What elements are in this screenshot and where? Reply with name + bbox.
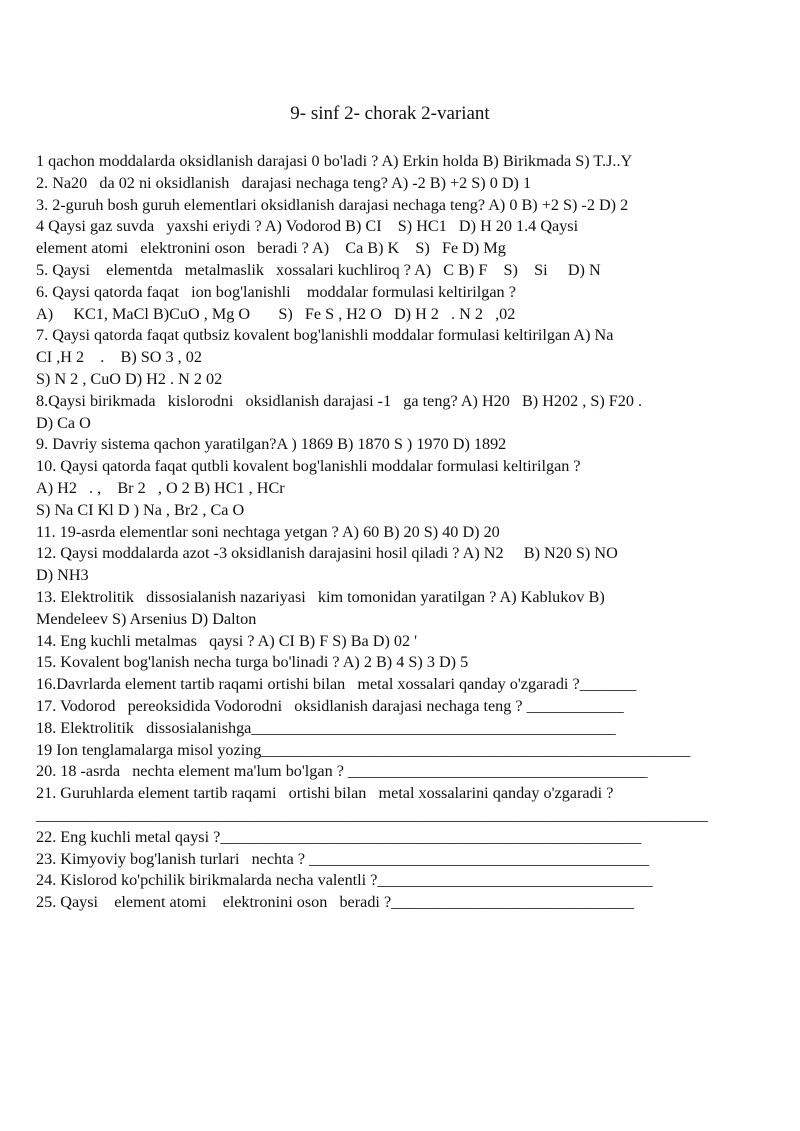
text-line: 10. Qaysi qatorda faqat qutbli kovalent bog'lanishli moddalar formulasi keltirilgan ?	[36, 457, 581, 476]
text-line: A) H2 . , Br 2 , O 2 B) HC1 , HCr	[36, 478, 285, 497]
text-line: 15. Kovalent bog'lanish necha turga bo'linadi ? A) 2 B) 4 S) 3 D) 5	[36, 653, 469, 672]
text-line: 21. Guruhlarda element tartib raqami ortishi bilan metal xossalarini qanday o'zgaradi ?	[36, 784, 614, 803]
text-line: 17. Vodorod pereoksidida Vodorodni oksidlanish darajasi nechaga teng ? ____________	[36, 696, 624, 715]
text-line: element atomi elektronini oson beradi ? A) Ca B) K S) Fe D) Mg	[36, 239, 506, 258]
text-line: D) NH3	[36, 566, 89, 585]
text-line: 5. Qaysi elementda metalmaslik xossalari kuchliroq ? A) C B) F S) Si D) N	[36, 260, 601, 279]
text-line: 7. Qaysi qatorda faqat qutbsiz kovalent bog'lanishli moddalar formulasi keltirilgan A) Na	[36, 326, 614, 345]
text-line: 25. Qaysi element atomi elektronini oson beradi ?______________________________	[36, 893, 634, 912]
text-line: 2. Na20 da 02 ni oksidlanish darajasi nechaga teng? A) -2 B) +2 S) 0 D) 1	[36, 173, 532, 192]
text-line: 13. Elektrolitik dissosialanish nazariyasi kim tomonidan yaratilgan ? A) Kablukov B)	[36, 587, 605, 606]
text-line: 19 Ion tenglamalarga misol yozing_____________________________________________________	[36, 740, 691, 759]
text-line: 16.Davrlarda element tartib raqami ortishi bilan metal xossalari qanday o'zgaradi ?_______	[36, 675, 637, 694]
text-line: 9. Davriy sistema qachon yaratilgan?A ) 1869 B) 1870 S ) 1970 D) 1892	[36, 435, 507, 454]
text-line: ___________________________________________________________________________________	[36, 805, 708, 824]
text-line: 14. Eng kuchli metalmas qaysi ? A) CI B) F S) Ba D) 02 '	[36, 631, 418, 650]
text-line: 23. Kimyoviy bog'lanish turlari nechta ? __________________________________________	[36, 849, 650, 868]
text-line: 12. Qaysi moddalarda azot -3 oksidlanish darajasini hosil qiladi ? A) N2 B) N20 S) NO	[36, 544, 618, 563]
text-line: 1 qachon moddalarda oksidlanish darajasi 0 bo'ladi ? A) Erkin holda B) Birikmada S) T.J..Y	[36, 152, 633, 170]
text-line: D) Ca O	[36, 413, 91, 432]
page-title: 9- sinf 2- chorak 2-variant	[290, 103, 490, 124]
text-line: 11. 19-asrda elementlar soni nechtaga yetgan ? A) 60 B) 20 S) 40 D) 20	[36, 522, 500, 541]
question-list	[36, 151, 766, 914]
text-line: Mendeleev S) Arsenius D) Dalton	[36, 609, 257, 628]
text-line: S) N 2 , CuO D) H2 . N 2 02	[36, 369, 223, 388]
text-line: 3. 2-guruh bosh guruh elementlari oksidlanish darajasi nechaga teng? A) 0 B) +2 S) -2 D) 2	[36, 195, 629, 214]
text-line: 4 Qaysi gaz suvda yaxshi eriydi ? A) Vodorod B) CI S) HC1 D) H 20 1.4 Qaysi	[36, 217, 579, 236]
text-line: A) KC1, MaCl B)CuO , Mg O S) Fe S , H2 O D) H 2 . N 2 ,02	[36, 304, 516, 323]
text-line: 24. Kislorod ko'pchilik birikmalarda necha valentli ?__________________________________	[36, 871, 653, 890]
text-line: CI ,H 2 . B) SO 3 , 02	[36, 348, 202, 367]
text-line: 20. 18 -asrda nechta element ma'lum bo'lgan ? _____________________________________	[36, 762, 648, 781]
text-line: 8.Qaysi birikmada kislorodni oksidlanish darajasi -1 ga teng? A) H20 B) H202 , S) F20 .	[36, 391, 643, 410]
text-line: S) Na CI Kl D ) Na , Br2 , Ca O	[36, 500, 245, 519]
text-line: 22. Eng kuchli metal qaysi ?____________________________________________________	[36, 827, 642, 846]
text-line: 18. Elektrolitik dissosialanishga_____________________________________________	[36, 718, 616, 737]
text-line: 6. Qaysi qatorda faqat ion bog'lanishli moddalar formulasi keltirilgan ?	[36, 282, 516, 301]
